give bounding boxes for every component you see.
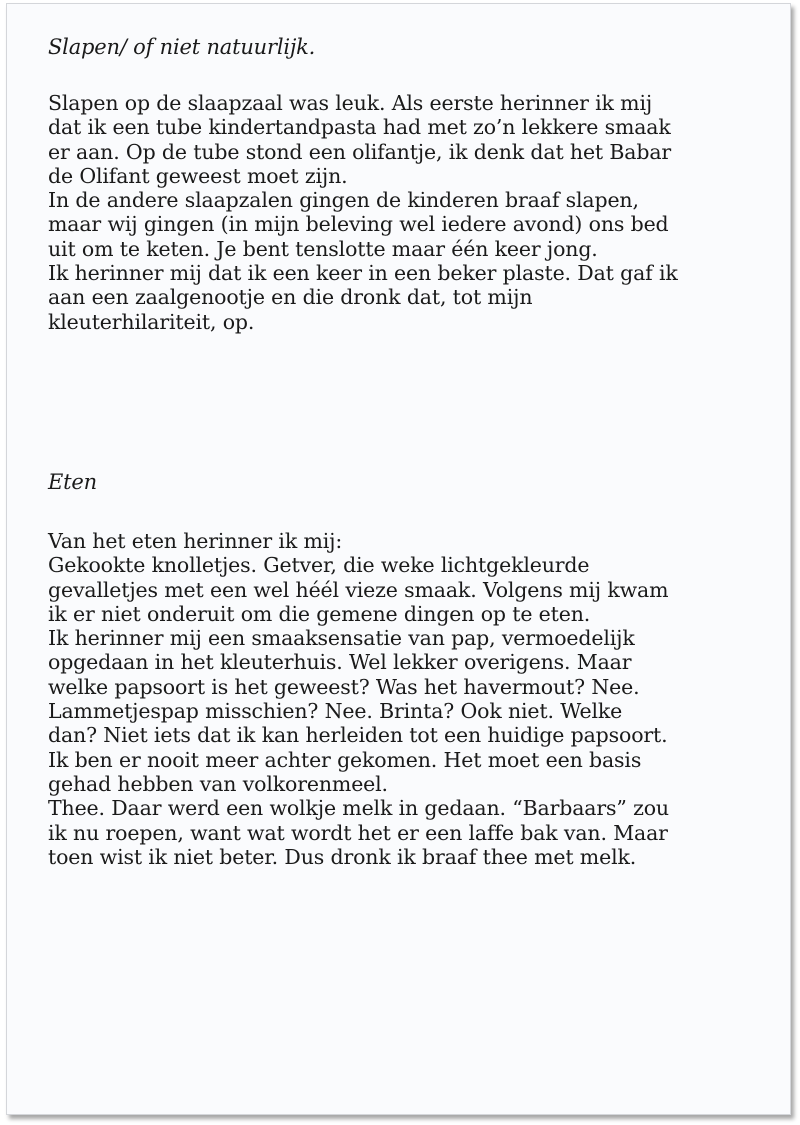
text-line: Ik ben er nooit meer achter gekomen. Het moet een basis [48, 747, 642, 772]
text-line: maar wij gingen (in mijn beleving wel iedere avond) ons bed [48, 212, 669, 237]
text-line: In de andere slaapzalen gingen de kinderen braaf slapen, [48, 188, 639, 213]
text-line: Van het eten herinner ik mij: [48, 529, 343, 553]
section-body-slapen [48, 91, 788, 334]
text-line: uit om te keten. Je bent tenslotte maar één keer jong. [48, 236, 598, 261]
text-line: Ik herinner mij dat ik een keer in een beker plaste. Dat gaf ik [48, 261, 678, 286]
text-line: dat ik een tube kindertandpasta had met zo’n lekkere smaak [48, 115, 671, 140]
text-line: Thee. Daar werd een wolkje melk in gedaan. “Barbaars” zou [48, 796, 669, 821]
text-line: de Olifant geweest moet zijn. [48, 163, 348, 188]
text-line: kleuterhilariteit, op. [48, 309, 255, 334]
section-heading-eten: Eten [48, 470, 97, 494]
document-page [6, 3, 791, 1115]
text-line: Gekookte knolletjes. Getver, die weke lichtgekleurde [48, 553, 590, 578]
text-line: dan? Niet iets dat ik kan herleiden tot een huidige papsoort. [48, 723, 668, 748]
text-line: Lammetjespap misschien? Nee. Brinta? Ook niet. Welke [48, 699, 623, 724]
text-line: opgedaan in het kleuterhuis. Wel lekker overigens. Maar [48, 650, 632, 675]
text-line: gehad hebben van volkorenmeel. [48, 771, 388, 796]
text-line: gevalletjes met een wel héél vieze smaak. Volgens mij kwam [48, 577, 669, 602]
text-line: welke papsoort is het geweest? Was het havermout? Nee. [48, 674, 640, 699]
section-body-eten [48, 529, 788, 869]
text-line: Slapen op de slaapzaal was leuk. Als eerste herinner ik mij [48, 91, 653, 115]
section-heading-slapen: Slapen/ of niet natuurlijk. [48, 35, 316, 59]
text-line: Ik herinner mij een smaaksensatie van pap, vermoedelijk [48, 626, 635, 651]
text-line: er aan. Op de tube stond een olifantje, ik denk dat het Babar [48, 139, 672, 164]
text-line: aan een zaalgenootje en die dronk dat, tot mijn [48, 285, 533, 310]
text-line: ik er niet onderuit om die gemene dingen op te eten. [48, 601, 591, 626]
text-line: toen wist ik niet beter. Dus dronk ik braaf thee met melk. [48, 844, 637, 869]
text-line: ik nu roepen, want wat wordt het er een laffe bak van. Maar [48, 820, 668, 845]
